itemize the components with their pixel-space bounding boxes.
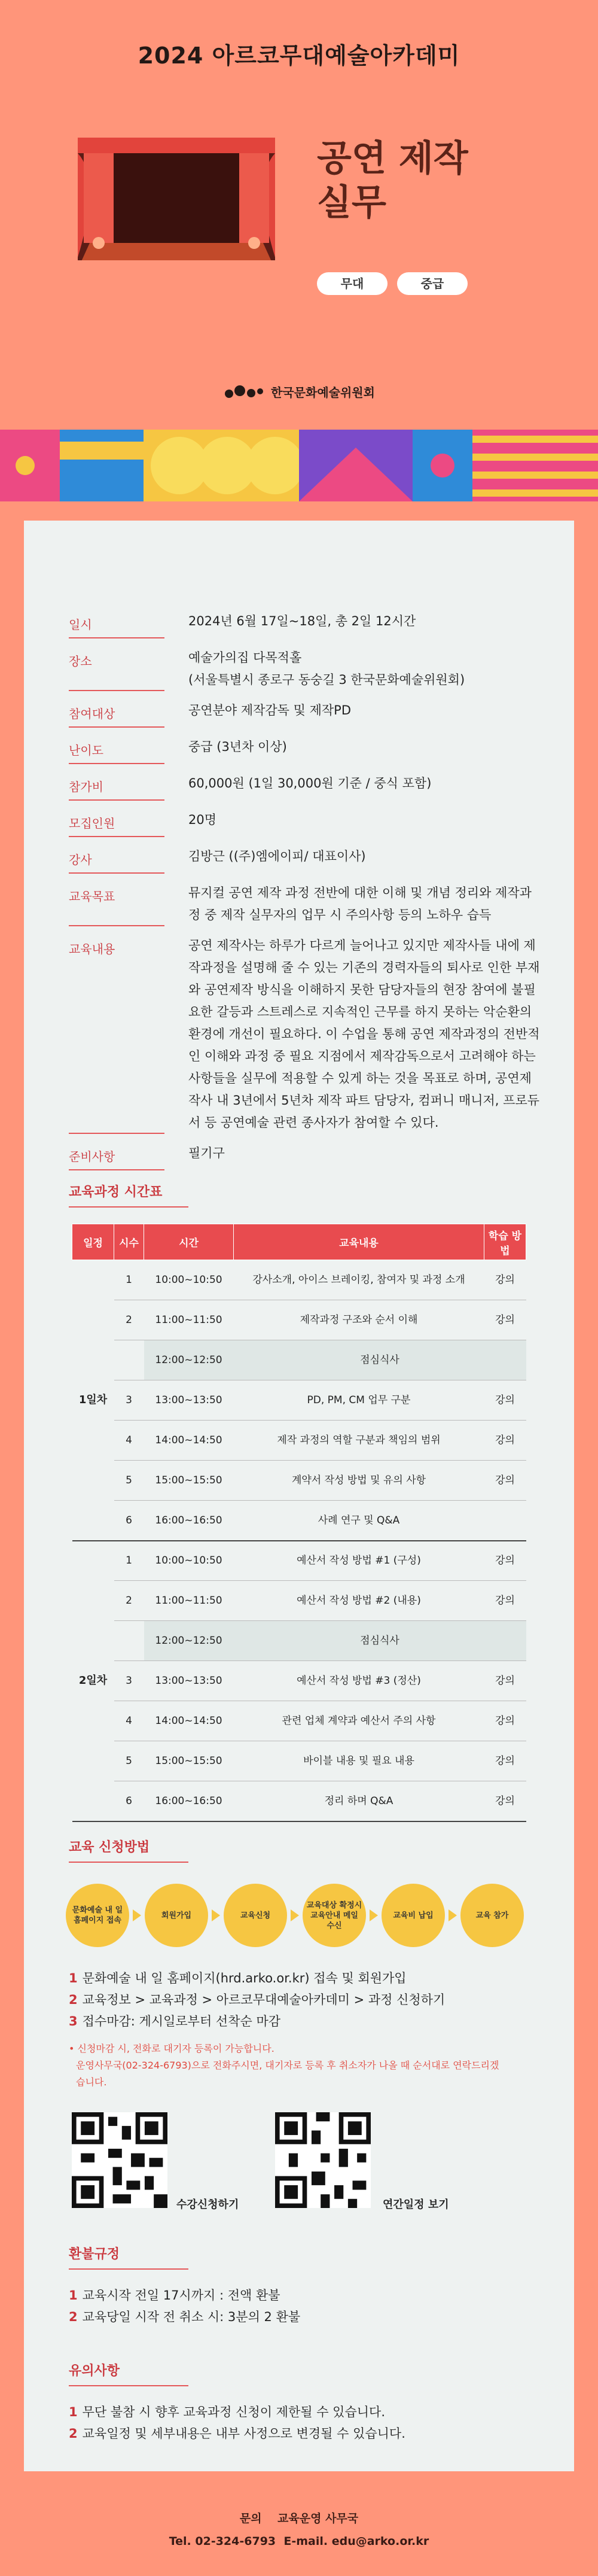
schedule-session: 6 [114, 1781, 144, 1821]
schedule-time: 14:00~14:50 [144, 1701, 234, 1741]
table-row [72, 1300, 526, 1340]
schedule-method: 강의 [484, 1260, 526, 1300]
schedule-time: 10:00~10:50 [144, 1260, 234, 1300]
stage-illustration [78, 138, 275, 269]
tag-level: 중급 [397, 272, 468, 295]
col-day: 일정 [72, 1224, 114, 1260]
arrow-icon [448, 1909, 457, 1921]
table-row [72, 1461, 526, 1501]
course-title: 공연 제작 실무 [317, 138, 468, 224]
schedule-section-title: 교육과정 시간표 [69, 1182, 162, 1208]
schedule-method: 강의 [484, 1701, 526, 1741]
schedule-content: 점심식사 [234, 1621, 526, 1661]
qr-label-apply: 수강신청하기 [176, 2198, 239, 2211]
schedule-time: 12:00~12:50 [144, 1621, 234, 1661]
schedule-content: 예산서 작성 방법 #1 (구성) [234, 1541, 484, 1581]
schedule-method: 강의 [484, 1581, 526, 1621]
arrow-icon [133, 1909, 141, 1921]
caution-list [69, 2401, 405, 2444]
brand-title: 2024 아르코무대예술아카데미 [138, 42, 460, 69]
org-logo [0, 383, 598, 400]
org-name: 한국문화예술위원회 [271, 385, 375, 400]
info-row-target: 참여대상 공연분야 제작감독 및 제작PD [69, 699, 547, 728]
step-6: 교육 참가 [460, 1884, 524, 1947]
schedule-method: 강의 [484, 1661, 526, 1701]
schedule-time: 14:00~14:50 [144, 1421, 234, 1461]
info-row-place: 장소 예술가의집 다목적홀 (서울특별시 종로구 동숭길 3 한국문화예술위원회) [69, 647, 547, 691]
info-row-prep: 준비사항 필기구 [69, 1142, 547, 1170]
table-row [72, 1581, 526, 1621]
schedule-session: 4 [114, 1701, 144, 1741]
qr-label-schedule: 연간일정 보기 [383, 2198, 449, 2211]
table-row [72, 1380, 526, 1421]
schedule-session [114, 1340, 144, 1380]
info-row-goal: 교육목표 뮤지컬 공연 제작 과정 전반에 대한 이해 및 개념 정리와 제작과정 중 제작 실무자의 업무 시 주의사항 등의 노하우 습득 [69, 882, 547, 926]
schedule-time: 12:00~12:50 [144, 1340, 234, 1380]
col-method: 학습 방법 [484, 1224, 526, 1260]
schedule-content: 강사소개, 아이스 브레이킹, 참여자 및 과정 소개 [234, 1260, 484, 1300]
table-row [72, 1741, 526, 1781]
schedule-method: 강의 [484, 1781, 526, 1821]
schedule-time: 11:00~11:50 [144, 1300, 234, 1340]
schedule-time: 16:00~16:50 [144, 1781, 234, 1821]
schedule-session [114, 1621, 144, 1661]
arrow-icon [370, 1909, 378, 1921]
schedule-method: 강의 [484, 1300, 526, 1340]
schedule-time: 11:00~11:50 [144, 1581, 234, 1621]
schedule-time: 13:00~13:50 [144, 1380, 234, 1421]
info-row-capacity: 모집인원 20명 [69, 809, 547, 837]
contact-email: E-mail. edu@arko.or.kr [283, 2535, 429, 2548]
contact-office: 교육운영 사무국 [277, 2512, 359, 2525]
schedule-session: 2 [114, 1300, 144, 1340]
step-5: 교육비 납입 [382, 1884, 445, 1947]
schedule-session: 5 [114, 1461, 144, 1501]
schedule-content: 제작 과정의 역할 구분과 책임의 범위 [234, 1421, 484, 1461]
step-1: 문화예술 내 일 홈페이지 접속 [66, 1884, 129, 1947]
table-row [72, 1501, 526, 1541]
decorative-band [0, 430, 598, 501]
contact-tel: Tel. 02-324-6793 [169, 2535, 276, 2548]
schedule-content: 예산서 작성 방법 #2 (내용) [234, 1581, 484, 1621]
step-4: 교육대상 확정시 교육안내 메일 수신 [303, 1884, 366, 1947]
schedule-content: 바이블 내용 및 필요 내용 [234, 1741, 484, 1781]
list-item: 2 교육당일 시작 전 취소 시: 3분의 2 환불 [69, 2310, 301, 2324]
schedule-content: 제작과정 구조와 순서 이해 [234, 1300, 484, 1340]
schedule-time: 13:00~13:50 [144, 1661, 234, 1701]
list-item: 1 무단 불참 시 향후 교육과정 신청이 제한될 수 있습니다. [69, 2405, 385, 2419]
apply-flow [66, 1884, 524, 1947]
arko-logo-icon [223, 384, 265, 400]
schedule-method [484, 1501, 526, 1541]
schedule-table [72, 1224, 526, 1822]
col-content: 교육내용 [234, 1224, 484, 1260]
header-area [0, 0, 598, 419]
schedule-method: 강의 [484, 1421, 526, 1461]
course-info [69, 610, 547, 1179]
col-session: 시수 [114, 1224, 144, 1260]
col-time: 시간 [144, 1224, 234, 1260]
course-tags [317, 272, 468, 295]
tag-stage: 무대 [317, 272, 388, 295]
schedule-method: 강의 [484, 1380, 526, 1421]
schedule-content: 정리 하며 Q&A [234, 1781, 484, 1821]
content-panel [24, 521, 574, 2471]
schedule-time: 15:00~15:50 [144, 1741, 234, 1781]
schedule-method: 강의 [484, 1541, 526, 1581]
schedule-session: 5 [114, 1741, 144, 1781]
schedule-session: 3 [114, 1380, 144, 1421]
apply-list [69, 1967, 445, 2032]
arrow-icon [212, 1909, 220, 1921]
schedule-time: 15:00~15:50 [144, 1461, 234, 1501]
step-2: 회원가입 [145, 1884, 208, 1947]
schedule-time: 16:00~16:50 [144, 1501, 234, 1541]
qr-code-apply[interactable] [72, 2112, 167, 2208]
schedule-content: 사례 연구 및 Q&A [234, 1501, 484, 1541]
schedule-time: 10:00~10:50 [144, 1541, 234, 1581]
schedule-content: 계약서 작성 방법 및 유의 사항 [234, 1461, 484, 1501]
list-item: 1 문화예술 내 일 홈페이지(hrd.arko.or.kr) 접속 및 회원가입 [69, 1971, 407, 1985]
step-3: 교육신청 [224, 1884, 287, 1947]
table-row [72, 1340, 526, 1380]
info-row-content: 교육내용 공연 제작사는 하루가 다르게 늘어나고 있지만 제작사들 내에 제작과정을 설명해 줄 수 있는 기존의 경력자들의 퇴사로 인한 부재와 공연제작 방식을 이해하지 못한 담당자들의 현장 참여에 불필요한 갈등과 스트레스로 지속적인 근무를 하지 못하는 악순환의 환경에 개선이 필요하다. 이 수업을 통해 공연 제작과정의 전반적인 이해와 과정 중 필요 지점에서 제작감독으로서 고려해야 하는 사항들을 실무에 적용할 수 있게 하는 것을 목표로 하며, 공연제작사 내 3년에서 5년차 제작 파트 담당자, 컴퍼니 매니저, 프로듀서 등 공연예술 관련 종사자가 참여할 수 있다. [69, 935, 547, 1134]
table-row [72, 1661, 526, 1701]
schedule-content: 관련 업체 계약과 예산서 주의 사항 [234, 1701, 484, 1741]
table-row [72, 1621, 526, 1661]
info-row-level: 난이도 중급 (3년차 이상) [69, 736, 547, 764]
refund-section-title: 환불규정 [69, 2244, 120, 2270]
schedule-method: 강의 [484, 1741, 526, 1781]
schedule-session: 1 [114, 1260, 144, 1300]
table-row [72, 1781, 526, 1821]
contact-label: 문의 [239, 2512, 262, 2525]
list-item: 2 교육일정 및 세부내용은 내부 사정으로 변경될 수 있습니다. [69, 2426, 405, 2441]
schedule-body [72, 1260, 526, 1821]
arrow-icon [291, 1909, 299, 1921]
schedule-session: 3 [114, 1661, 144, 1701]
caution-section-title: 유의사항 [69, 2361, 120, 2386]
schedule-method: 강의 [484, 1461, 526, 1501]
schedule-content: PD, PM, CM 업무 구분 [234, 1380, 484, 1421]
table-row [72, 1260, 526, 1300]
schedule-day: 1일차 [72, 1260, 114, 1541]
apply-note: • 신청마감 시, 전화로 대기자 등록이 가능합니다. 운영사무국(02-324-6793)으로 전화주시면, 대기자로 등록 후 취소자가 나올 때 순서대로 연락드리겠습니다. [69, 2043, 499, 2088]
schedule-session: 4 [114, 1421, 144, 1461]
info-row-fee: 참가비 60,000원 (1일 30,000원 기준 / 중식 포함) [69, 773, 547, 801]
schedule-session: 6 [114, 1501, 144, 1541]
info-row-instructor: 강사 김방근 ((주)엠에이피/ 대표이사) [69, 846, 547, 874]
refund-list [69, 2285, 300, 2328]
info-row-date: 일시 2024년 6월 17일~18일, 총 2일 12시간 [69, 610, 547, 638]
schedule-content: 예산서 작성 방법 #3 (정산) [234, 1661, 484, 1701]
table-row [72, 1421, 526, 1461]
schedule-content: 점심식사 [234, 1340, 526, 1380]
schedule-session: 1 [114, 1541, 144, 1581]
table-row [72, 1701, 526, 1741]
list-item: 1 교육시작 전일 17시까지 : 전액 환불 [69, 2288, 280, 2303]
apply-section-title: 교육 신청방법 [69, 1837, 150, 1863]
table-row [72, 1541, 526, 1581]
qr-code-schedule[interactable] [275, 2112, 371, 2208]
list-item: 3 접수마감: 게시일로부터 선착순 마감 [69, 2014, 281, 2028]
schedule-session: 2 [114, 1581, 144, 1621]
schedule-day: 2일차 [72, 1541, 114, 1821]
contact-info [0, 2507, 598, 2553]
list-item: 2 교육정보 > 교육과정 > 아르코무대예술아카데미 > 과정 신청하기 [69, 1993, 446, 2007]
